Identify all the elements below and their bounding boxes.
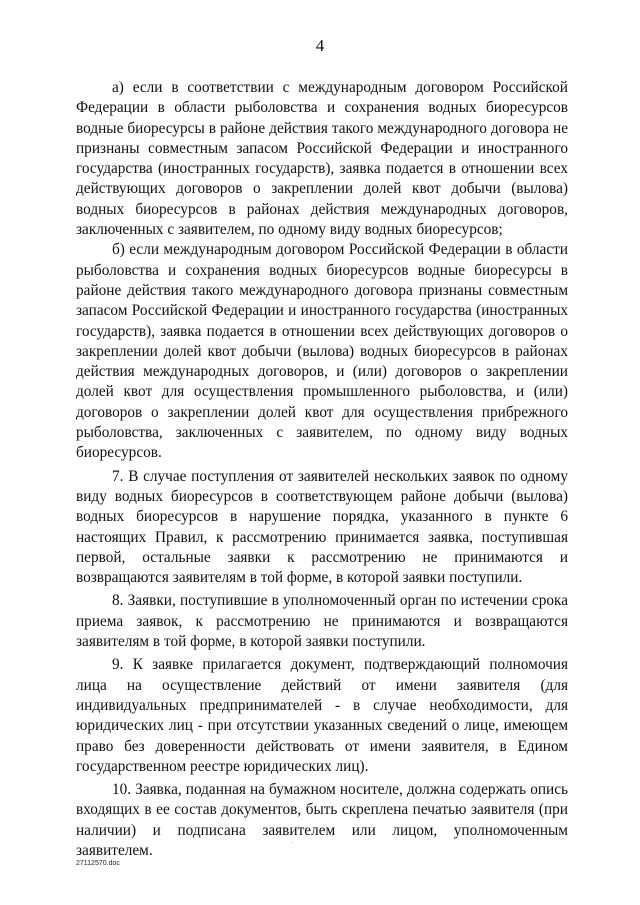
paragraph-a: а) если в соответствии с международным договором Российской Федерации в области рыболовства и сохранения водных биоресурсов водные биоресурсы в районе действия такого международного договора не признаны совместным запасом Российской Федерации и иностранного государства (иностранных государств), заявка подается в отношении всех действующих договоров о закреплении долей квот добычи (вылова) водных биоресурсов в районах действия международных договоров, заключенных с заявителем, по одному виду водных биоресурсов; — [76, 79, 568, 239]
paragraph-8: 8. Заявки, поступившие в уполномоченный орган по истечении срока приема заявок, к рассмотрению не принимаются и возвращаются заявителям в той форме, в которой заявки поступили. — [76, 592, 568, 651]
scan-speck — [292, 842, 293, 843]
paragraph-b: б) если международным договором Российской Федерации в области рыболовства и сохранения водных биоресурсов водные биоресурсы в районе действия такого международного договора признаны совместным запасом Российской Федерации и иностранного государства (иностранных государств), заявка подается в отношении всех действующих договоров о закреплении долей квот добычи (вылова) водных биоресурсов в районах действия международных договоров, и (или) договоров о закреплении долей квот для осуществления промышленного рыболовства, и (или) договоров о закреплении долей квот для осуществления прибрежного рыболовства, заключенных с заявителем, по одному виду водных биоресурсов. — [76, 241, 568, 462]
footer-file-code: 27112570.doc — [76, 860, 120, 867]
page-number: 4 — [315, 36, 325, 55]
document-body — [76, 78, 568, 861]
paragraph-10: 10. Заявка, поданная на бумажном носителе, должна содержать опись входящих в ее состав документов, быть скреплена печатью заявителя (при наличии) и подписана заявителем или лицом, уполномоченным заявителем. — [76, 781, 568, 859]
paragraph-9: 9. К заявке прилагается документ, подтверждающий полномочия лица на осуществление действий от имени заявителя (для индивидуальных предпринимателей - в случае необходимости, для юридических лиц - при отсутствии указанных сведений о лице, имеющем право без доверенности действовать от имени заявителя, в Едином государственном реестре юридических лиц). — [76, 656, 568, 775]
paragraph-7: 7. В случае поступления от заявителей нескольких заявок по одному виду водных биоресурсов в соответствующем районе добычи (вылова) водных биоресурсов в нарушение порядка, указанного в пункте 6 настоящих Правил, к рассмотрению принимается заявка, поступившая первой, остальные заявки к рассмотрению не принимаются и возвращаются заявителям в той форме, в которой заявки поступили. — [76, 467, 568, 587]
